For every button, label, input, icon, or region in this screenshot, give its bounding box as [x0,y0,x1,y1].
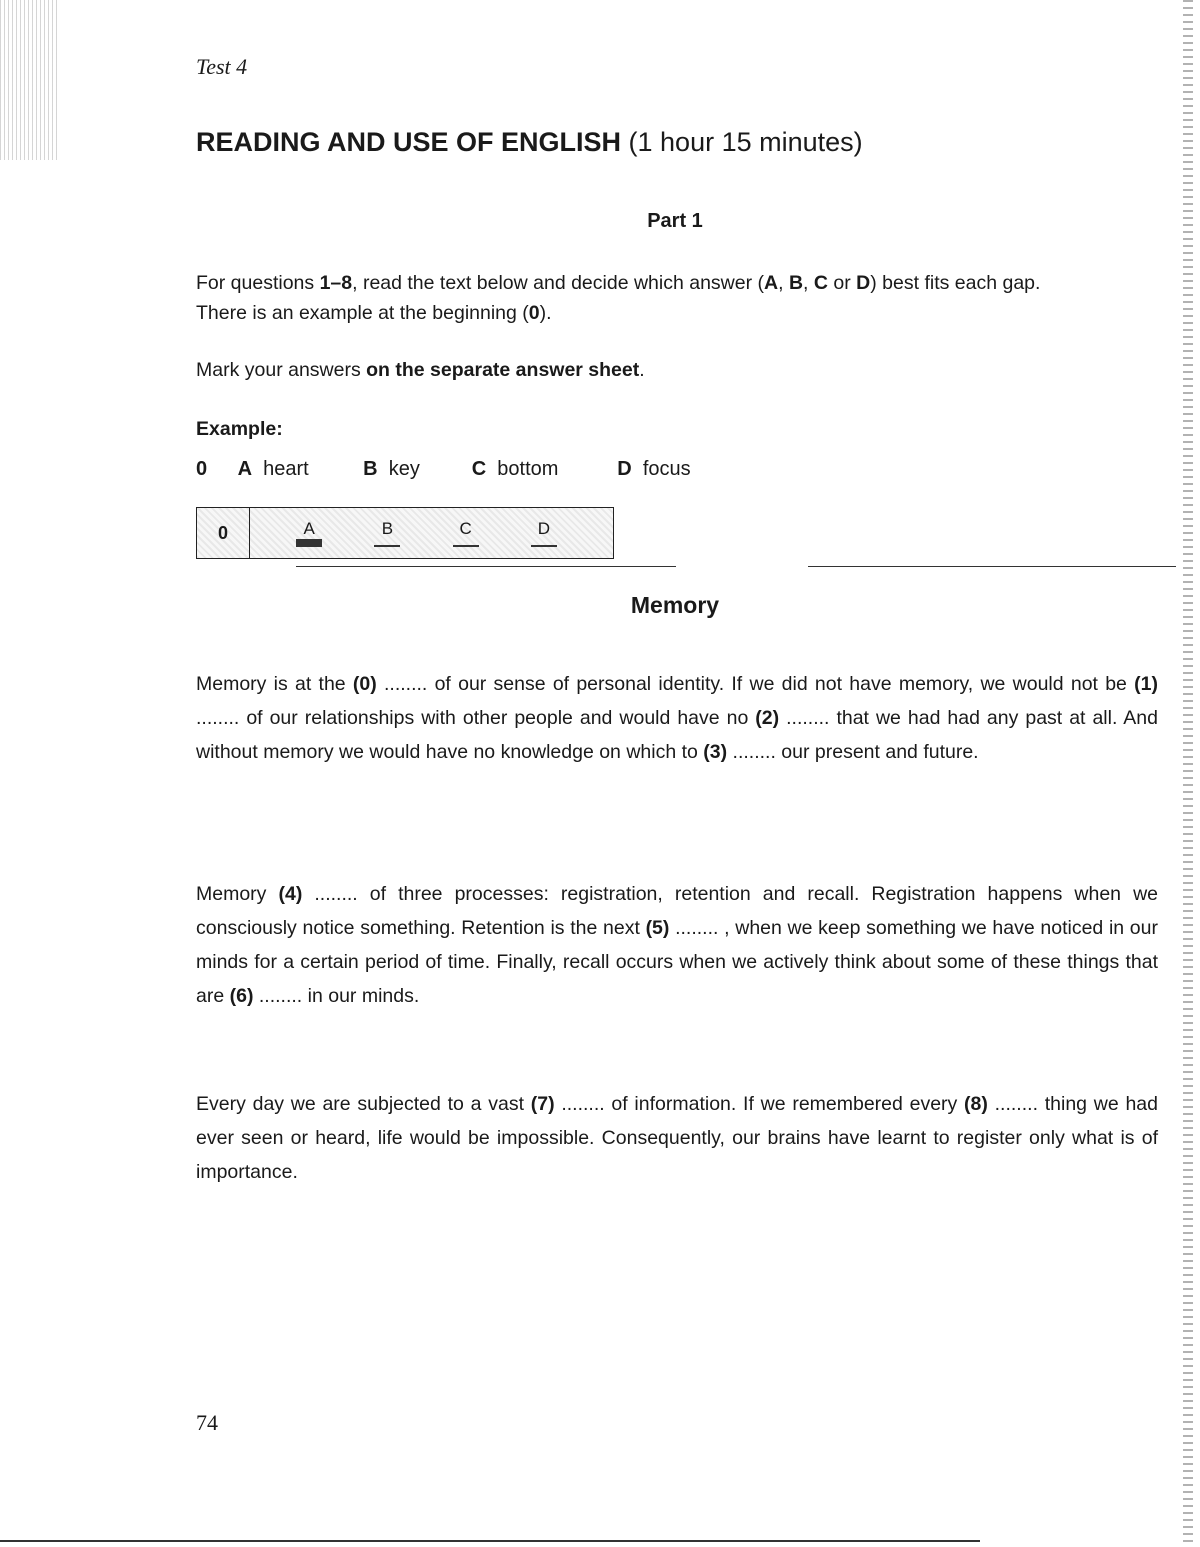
instr-text: For questions [196,272,320,294]
instr-text: Mark your answers [196,359,367,381]
example-option-c: C bottom [471,458,559,480]
example-option-d: D focus [617,458,691,480]
example-option-a: A heart [237,458,309,480]
answer-box-number: 0 [197,508,250,558]
separator-line-right [808,566,1176,567]
instr-text: , [803,272,814,294]
instr-text: ). [539,302,552,324]
passage-paragraph-3: Every day we are subjected to a vast (7) ........ of information. If we remembered every (8) ........ thing we had ever seen or heard, life would be impossible. Consequently, our brains have learnt to register only what is of importance. [196,1093,1158,1183]
section-title-main: READING AND USE OF ENGLISH [196,127,622,157]
instr-text: , read the text below and decide which answer ( [352,272,765,294]
answer-mark [374,539,400,547]
example-options [196,458,691,481]
answer-cell-c: C [453,519,479,547]
instr-letter: B [788,272,804,294]
instr-letter: A [764,272,779,294]
instr-answer-sheet: on the separate answer sheet [366,359,640,381]
instr-text: ) best fits each gap. [870,272,1041,294]
instr-range: 1–8 [319,272,353,294]
example-option-b: B key [363,458,420,480]
test-label: Test 4 [196,54,248,79]
instructions-text [196,268,1161,328]
instr-text: . [639,359,645,381]
example-number: 0 [196,458,208,480]
page-number: 74 [196,1410,218,1435]
scan-edge-left [0,0,60,160]
answer-mark [531,539,557,547]
answer-mark [453,539,479,547]
part-title: Part 1 [647,210,703,232]
bottom-edge-line [0,1540,980,1542]
example-answer-box [196,507,614,559]
answer-cell-b: B [374,519,400,547]
instr-text: There is an example at the beginning ( [196,302,529,324]
instr-letter: D [856,272,871,294]
passage-paragraph-1: Memory is at the (0) ........ of our sense of personal identity. If we did not have memory, we would not be (1) ........ of our relationships with other people and would have no (2) ........ that we had had any past at all. And without memory we would have no knowledge on which to (3) ........ our present and future. [196,673,1159,763]
instr-text: or [827,272,857,294]
separator-line-left [296,566,676,567]
passage-paragraph-2: Memory (4) ........ of three processes: registration, retention and recall. Registration happens when we consciously notice something. Retention is the next (5) ........ , when we keep something we have noticed in our minds for a certain period of time. Finally, recall occurs when we actively think about some of these things that are (6) ........ in our minds. [196,883,1159,1007]
passage-title: Memory [630,592,720,618]
answer-cell-a: A [296,519,322,547]
instr-text: , [778,272,789,294]
section-title [196,127,863,158]
answer-mark-selected [296,539,322,547]
answer-box-cells [250,508,613,558]
section-title-duration: (1 hour 15 minutes) [621,127,863,157]
mark-answers-text [196,355,1161,385]
instr-letter: C [813,272,828,294]
answer-cell-d: D [531,519,557,547]
example-label: Example: [196,418,283,440]
instr-example-ref: 0 [528,302,540,324]
